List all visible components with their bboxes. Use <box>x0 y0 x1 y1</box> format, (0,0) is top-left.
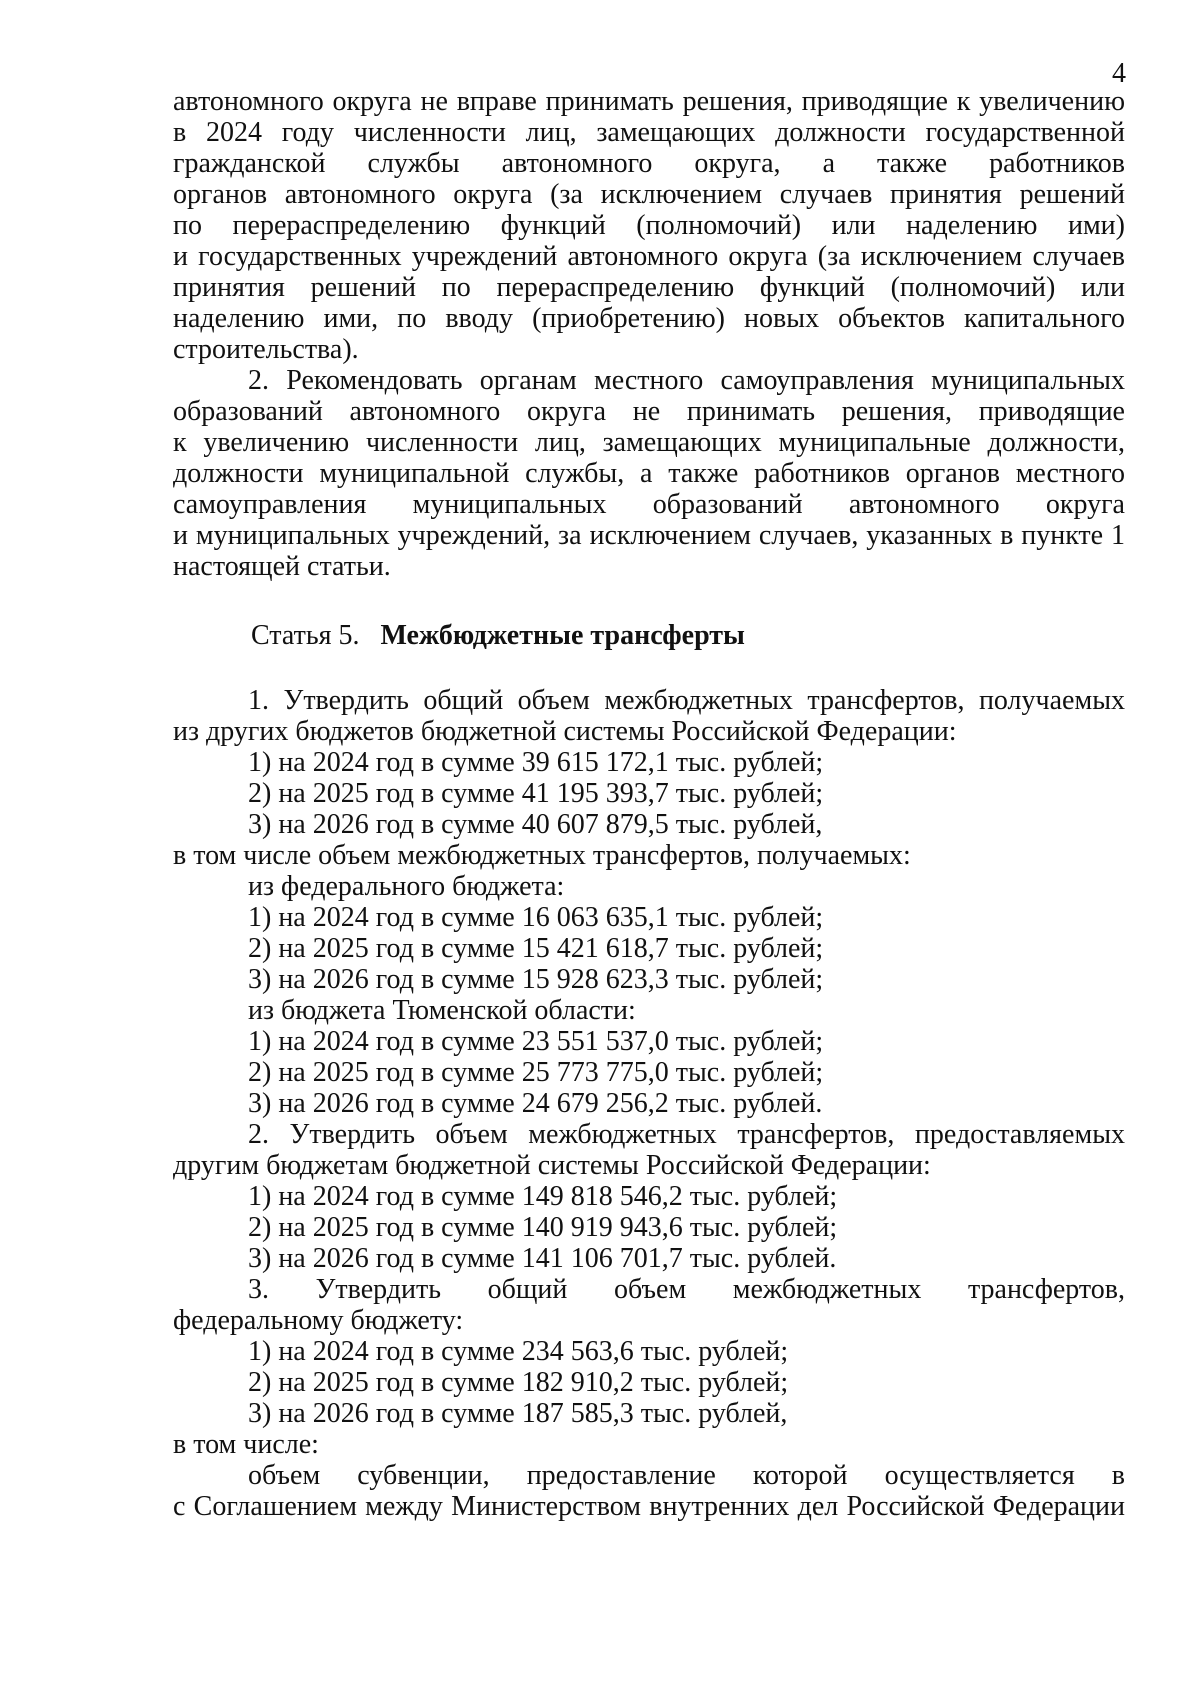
text-line: из бюджета Тюменской области: <box>248 995 636 1026</box>
text-line: в том числе объем межбюджетных трансфертов, получаемых: <box>173 840 911 871</box>
text-line: 2. Утвердить объем межбюджетных трансфертов, предоставляемых <box>248 1119 1125 1150</box>
text-line: 2) на 2025 год в сумме 25 773 775,0 тыс. рублей; <box>248 1057 824 1088</box>
text-line: и государственных учреждений автономного округа (за исключением случаев <box>173 241 1125 272</box>
text-line: 3. Утвердить общий объем межбюджетных трансфертов, <box>248 1274 1125 1305</box>
text-line: должности муниципальной службы, а также работников органов местного <box>173 458 1125 489</box>
text-line: 3) на 2026 год в сумме 15 928 623,3 тыс. рублей; <box>248 964 824 995</box>
text-line: 1) на 2024 год в сумме 23 551 537,0 тыс. рублей; <box>248 1026 824 1057</box>
text-line: к увеличению численности лиц, замещающих муниципальные должности, <box>173 427 1125 458</box>
text-line: 2. Рекомендовать органам местного самоуправления муниципальных <box>248 365 1125 396</box>
text-line: наделению ими, по вводу (приобретению) новых объектов капитального <box>173 303 1125 334</box>
text-line: 3) на 2026 год в сумме 24 679 256,2 тыс. рублей. <box>248 1088 823 1119</box>
text-line: автономного округа не вправе принимать решения, приводящие к увеличению <box>173 86 1125 117</box>
text-line: 2) на 2025 год в сумме 15 421 618,7 тыс. рублей; <box>248 933 824 964</box>
text-line: 1. Утвердить общий объем межбюджетных трансфертов, получаемых <box>248 685 1125 716</box>
article-heading <box>251 620 745 652</box>
text-line: федеральному бюджету: <box>173 1305 464 1336</box>
text-line: строительства). <box>173 334 359 365</box>
text-line: 1) на 2024 год в сумме 16 063 635,1 тыс. рублей; <box>248 902 824 933</box>
text-line: в 2024 году численности лиц, замещающих должности государственной <box>173 117 1125 148</box>
text-line: в том числе: <box>173 1429 319 1460</box>
text-line: из федерального бюджета: <box>248 871 565 902</box>
text-line: настоящей статьи. <box>173 551 391 582</box>
text-line: самоуправления муниципальных образований автономного округа <box>173 489 1125 520</box>
text-line: другим бюджетам бюджетной системы Российской Федерации: <box>173 1150 931 1181</box>
text-line: 3) на 2026 год в сумме 40 607 879,5 тыс. рублей, <box>248 809 823 840</box>
text-line: 3) на 2026 год в сумме 141 106 701,7 тыс. рублей. <box>248 1243 837 1274</box>
article-title: Межбюджетные трансферты <box>380 620 745 651</box>
text-line: 2) на 2025 год в сумме 182 910,2 тыс. рублей; <box>248 1367 789 1398</box>
text-line: из других бюджетов бюджетной системы Российской Федерации: <box>173 716 957 747</box>
text-line: 1) на 2024 год в сумме 39 615 172,1 тыс. рублей; <box>248 747 824 778</box>
text-line: с Соглашением между Министерством внутренних дел Российской Федерации <box>173 1491 1125 1522</box>
text-line: 3) на 2026 год в сумме 187 585,3 тыс. рублей, <box>248 1398 788 1429</box>
text-line: и муниципальных учреждений, за исключением случаев, указанных в пункте 1 <box>173 520 1125 551</box>
article-label: Статья 5. <box>251 620 360 651</box>
text-line: принятия решений по перераспределению функций (полномочий) или <box>173 272 1125 303</box>
text-line: 2) на 2025 год в сумме 140 919 943,6 тыс. рублей; <box>248 1212 838 1243</box>
text-line: органов автономного округа (за исключением случаев принятия решений <box>173 179 1125 210</box>
text-line: объем субвенции, предоставление которой осуществляется в <box>248 1460 1125 1491</box>
text-line: гражданской службы автономного округа, а также работников <box>173 148 1125 179</box>
text-line: 2) на 2025 год в сумме 41 195 393,7 тыс. рублей; <box>248 778 824 809</box>
text-line: образований автономного округа не принимать решения, приводящие <box>173 396 1125 427</box>
text-line: 1) на 2024 год в сумме 234 563,6 тыс. рублей; <box>248 1336 789 1367</box>
page-number: 4 <box>1112 58 1126 89</box>
text-line: по перераспределению функций (полномочий) или наделению ими) <box>173 210 1125 241</box>
text-line: 1) на 2024 год в сумме 149 818 546,2 тыс. рублей; <box>248 1181 838 1212</box>
